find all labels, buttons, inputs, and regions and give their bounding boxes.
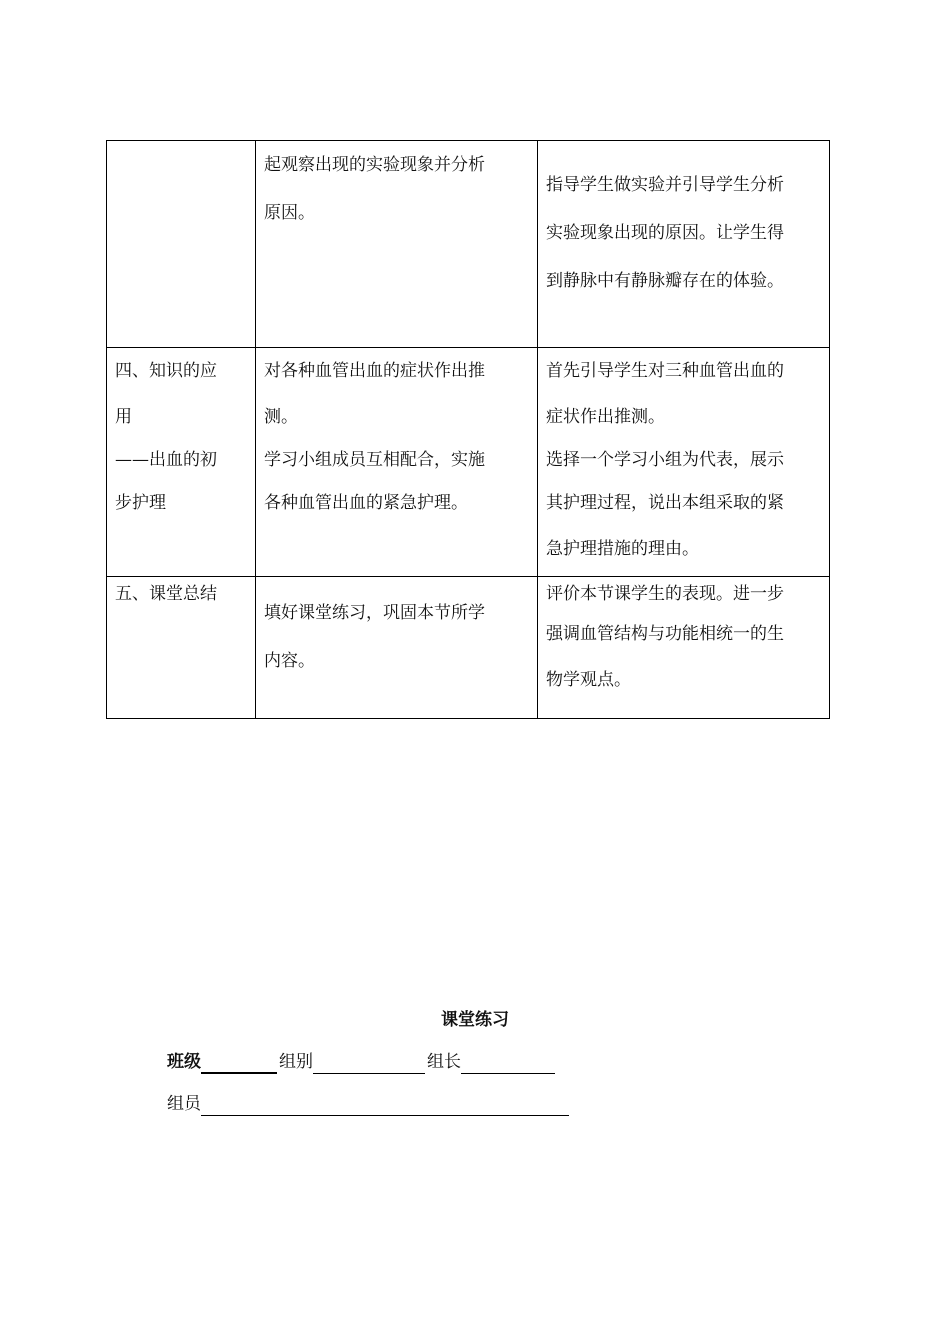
cell-text-line: 指导学生做实验并引导学生分析 (546, 175, 784, 195)
leader-field[interactable] (461, 1053, 555, 1074)
lesson-plan-table (106, 140, 830, 719)
exercise-header-line (167, 1050, 557, 1074)
cell-text-line: 首先引导学生对三种血管出血的 (546, 361, 784, 381)
members-label: 组员 (167, 1094, 201, 1114)
student-activity-cell (256, 141, 538, 348)
cell-text-line: ——出血的初 (115, 450, 217, 470)
cell-text-line: 起观察出现的实验现象并分析 (264, 155, 485, 175)
group-label: 组别 (279, 1052, 313, 1072)
cell-text-line: 实验现象出现的原因。让学生得 (546, 223, 784, 243)
student-activity-cell (256, 577, 538, 719)
cell-text-line: 其护理过程，说出本组采取的紧 (546, 493, 784, 513)
cell-text-line: 步护理 (115, 493, 166, 513)
class-field[interactable] (201, 1052, 277, 1074)
cell-text-line: 到静脉中有静脉瓣存在的体验。 (546, 271, 784, 291)
cell-text-line: 测。 (264, 407, 298, 427)
class-label: 班级 (167, 1052, 201, 1072)
cell-text-line: 原因。 (264, 203, 315, 223)
cell-text-line: 内容。 (264, 651, 315, 671)
teacher-activity-cell (538, 141, 830, 348)
members-field[interactable] (201, 1095, 569, 1116)
cell-text-line: 评价本节课学生的表现。进一步 (546, 584, 784, 604)
group-field[interactable] (313, 1053, 425, 1074)
cell-text-line: 填好课堂练习，巩固本节所学 (264, 603, 485, 623)
cell-text-line: 对各种血管出血的症状作出推 (264, 361, 485, 381)
exercise-title: 课堂练习 (441, 1010, 509, 1030)
stage-cell (107, 141, 256, 348)
exercise-members-line (167, 1092, 571, 1116)
teacher-activity-cell (538, 348, 830, 577)
cell-text-line: 各种血管出血的紧急护理。 (264, 493, 468, 513)
cell-text-line: 五、课堂总结 (115, 584, 217, 604)
table-row (107, 348, 830, 577)
cell-text-line: 四、知识的应 (115, 361, 217, 381)
student-activity-cell (256, 348, 538, 577)
cell-text-line: 用 (115, 407, 132, 427)
cell-text-line: 物学观点。 (546, 670, 631, 690)
cell-text-line: 症状作出推测。 (546, 407, 665, 427)
stage-cell (107, 577, 256, 719)
cell-text-line: 急护理措施的理由。 (546, 539, 699, 559)
cell-text-line: 学习小组成员互相配合，实施 (264, 450, 485, 470)
table-row (107, 141, 830, 348)
table-row (107, 577, 830, 719)
cell-text-line: 强调血管结构与功能相统一的生 (546, 624, 784, 644)
cell-text-line: 选择一个学习小组为代表，展示 (546, 450, 784, 470)
leader-label: 组长 (427, 1052, 461, 1072)
teacher-activity-cell (538, 577, 830, 719)
stage-cell (107, 348, 256, 577)
